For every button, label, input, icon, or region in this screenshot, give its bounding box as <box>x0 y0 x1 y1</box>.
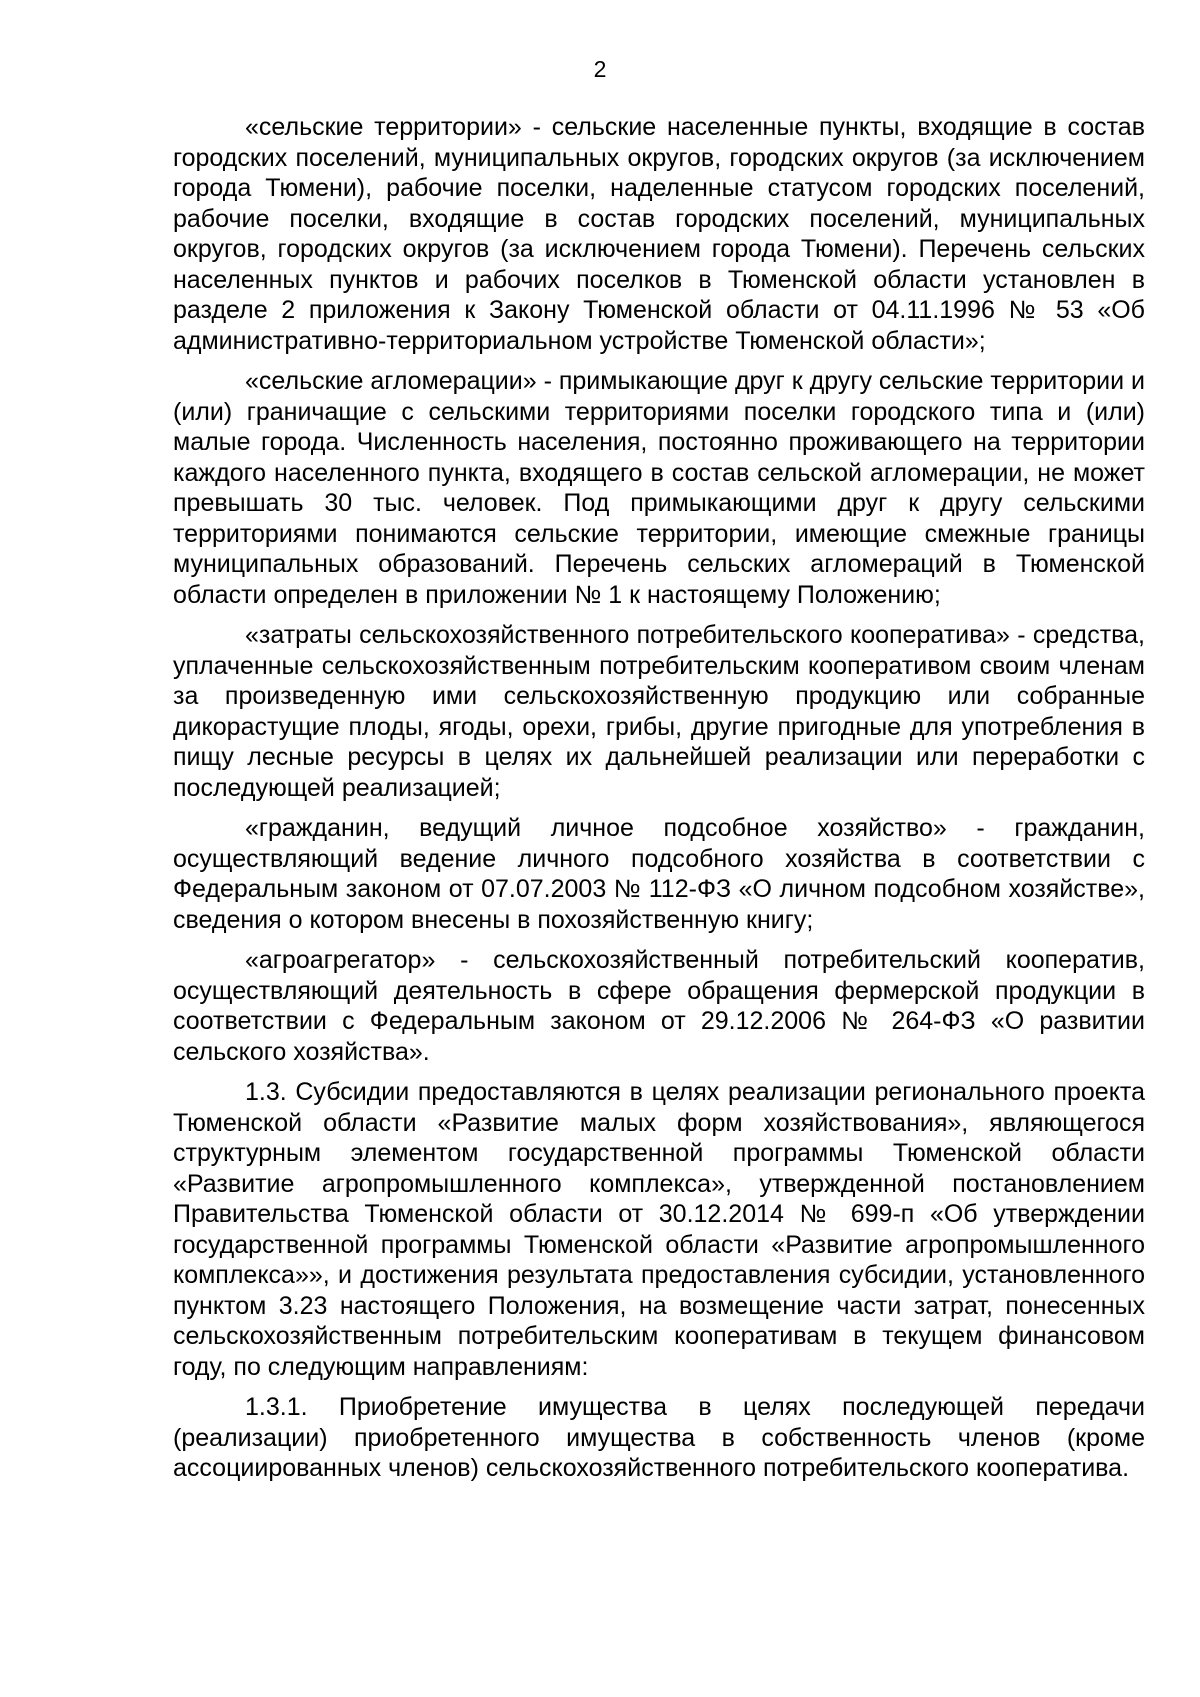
definition-rural-agglomerations: «сельские агломерации» - примыкающие друг к другу сельские территории и (или) граничащие с сельскими территориями поселки городского типа и (или) малые города. Численность населения, постоянно проживающего на территории каждого населенного пункта, входящего в состав сельской агломерации, не может превышать 30 тыс. человек. Под примыкающими друг к другу сельскими территориями понимаются сельские территории, имеющие смежные границы муниципальных образований. Перечень сельских агломераций в Тюменской области определен в приложении № 1 к настоящему Положению; <box>173 367 1145 609</box>
clause-1-3-1: 1.3.1. Приобретение имущества в целях последующей передачи (реализации) приобретенного имущества в собственность членов (кроме ассоциированных членов) сельскохозяйственного потребительского кооператива. <box>173 1393 1145 1482</box>
definition-agroaggregator: «агроагрегатор» - сельскохозяйственный потребительский кооператив, осуществляющий деятельность в сфере обращения фермерской продукции в соответствии с Федеральным законом от 29.12.2006 № 264-ФЗ «О развитии сельского хозяйства». <box>173 946 1145 1066</box>
definition-household-citizen: «гражданин, ведущий личное подсобное хозяйство» - гражданин, осуществляющий ведение личного подсобного хозяйства в соответствии с Федеральным законом от 07.07.2003 № 112-ФЗ «О личном подсобном хозяйстве», сведения о котором внесены в похозяйственную книгу; <box>173 814 1145 934</box>
clause-1-3: 1.3. Субсидии предоставляются в целях реализации регионального проекта Тюменской области «Развитие малых форм хозяйствования», являющегося структурным элементом государственной программы Тюменской области «Развитие агропромышленного комплекса», утвержденной постановлением Правительства Тюменской области от 30.12.2014 № 699-п «Об утверждении государственной программы Тюменской области «Развитие агропромышленного комплекса»», и достижения результата предоставления субсидии, установленного пунктом 3.23 настоящего Положения, на возмещение части затрат, понесенных сельскохозяйственным потребительским кооперативам в текущем финансовом году, по следующим направлениям: <box>173 1078 1145 1381</box>
definition-rural-territories: «сельские территории» - сельские населенные пункты, входящие в состав городских поселений, муниципальных округов, городских округов (за исключением города Тюмени), рабочие поселки, наделенные статусом городских поселений, рабочие поселки, входящие в состав городских поселений, муниципальных округов, городских округов (за исключением города Тюмени). Перечень сельских населенных пунктов и рабочих поселков в Тюменской области установлен в разделе 2 приложения к Закону Тюменской области от 04.11.1996 № 53 «Об административно-территориальном устройстве Тюменской области»; <box>173 113 1145 355</box>
page-number: 2 <box>593 56 607 82</box>
document-body <box>173 112 1145 1494</box>
definition-cooperative-costs: «затраты сельскохозяйственного потребительского кооператива» - средства, уплаченные сельскохозяйственным потребительским кооперативом своим членам за произведенную ими сельскохозяйственную продукцию или собранные дикорастущие плоды, ягоды, орехи, грибы, другие пригодные для употребления в пищу лесные ресурсы в целях их дальнейшей реализации или переработки с последующей реализацией; <box>173 621 1145 802</box>
